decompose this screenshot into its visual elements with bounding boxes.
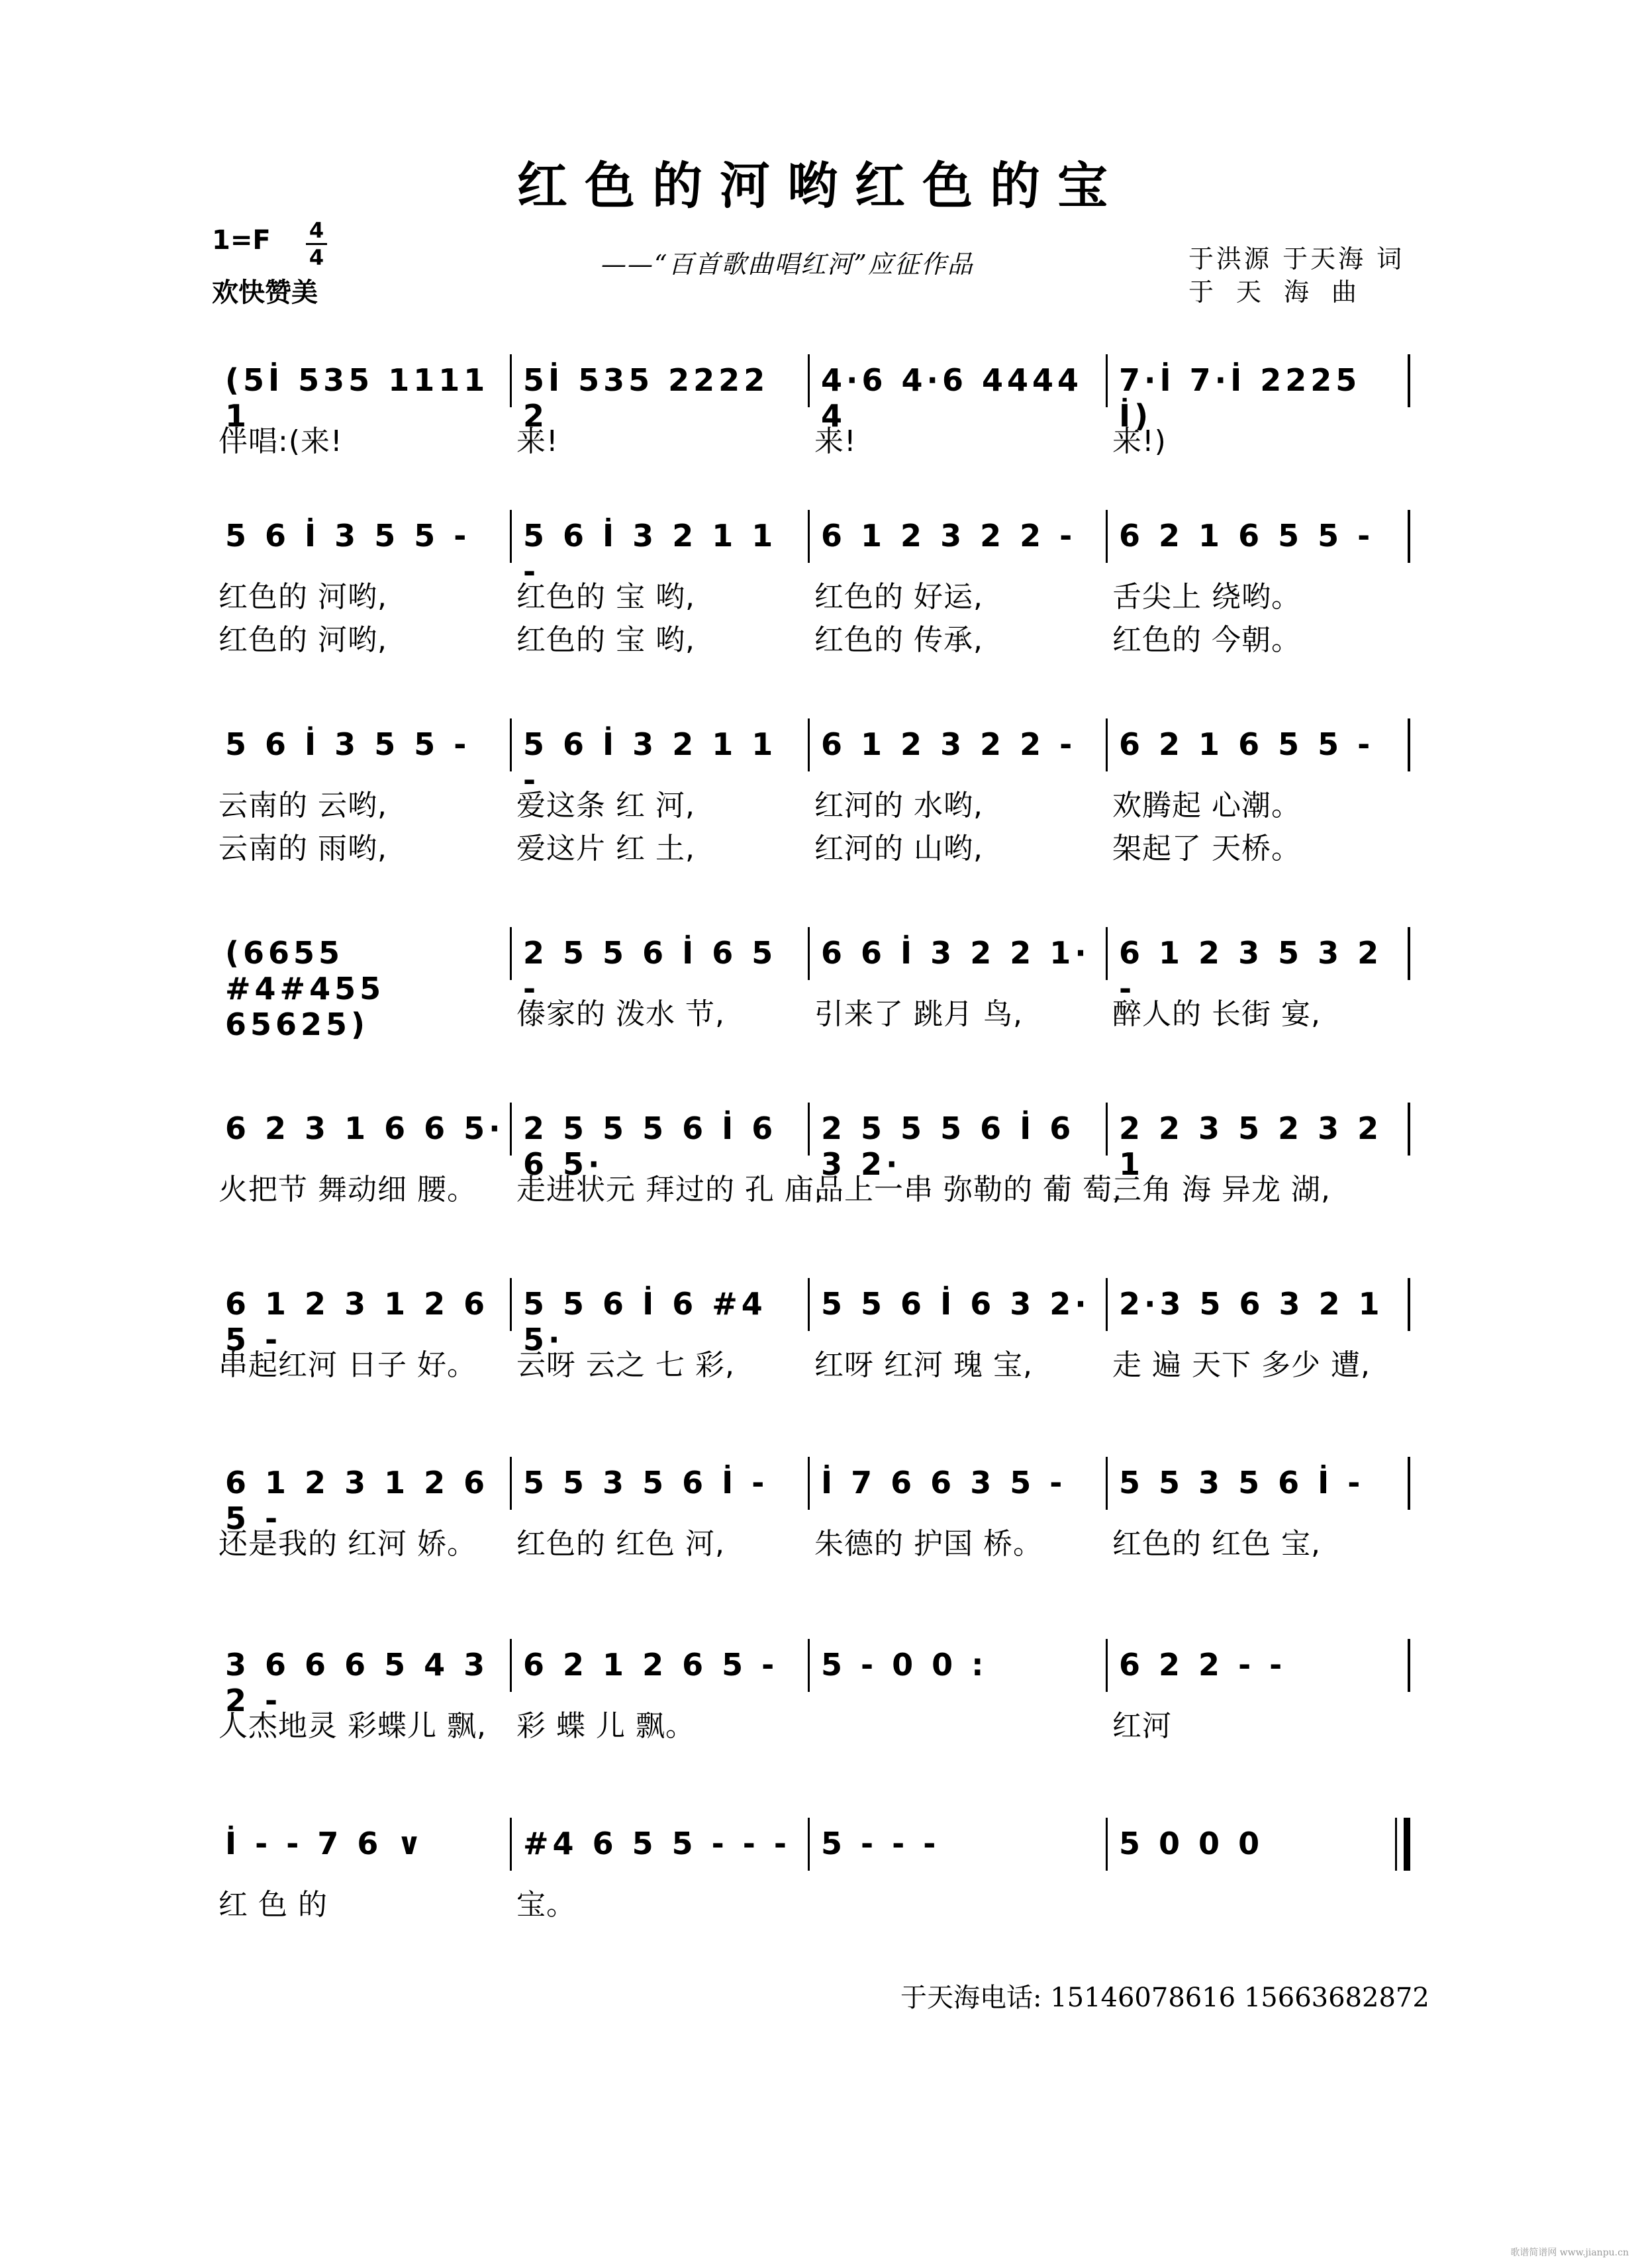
lyric-line: 三角 海 异龙 湖, <box>1112 1173 1331 1207</box>
barline <box>1106 927 1108 980</box>
measure-notes: 2 2 3 5 2 3 2 1 <box>1119 1110 1383 1182</box>
measure-notes: 6 1 2 3 1 2 6 5 - <box>225 1465 489 1536</box>
measure-notes: 2·3 5 6 3 2 1 <box>1119 1286 1384 1322</box>
lyric-line: 云呀 云之 七 彩, <box>516 1348 735 1382</box>
measure-notes: 6 2 1 6 5 5 - <box>1119 518 1375 554</box>
measure <box>523 354 808 434</box>
lyric-line: 醉人的 长街 宴, <box>1112 997 1321 1031</box>
lyric-line: 红色的 河哟, <box>218 623 387 657</box>
lyric-line: 来!) <box>1112 424 1167 458</box>
lyric-line: 红色的 好运, <box>814 580 983 614</box>
measure <box>225 1457 510 1536</box>
barline <box>808 1103 810 1156</box>
measure <box>225 927 510 1042</box>
measure <box>1119 1818 1404 1871</box>
lyric-line: 引来了 跳月 鸟, <box>814 997 1023 1031</box>
barline <box>1106 1639 1108 1692</box>
lyric-line: 伴唱:(来! <box>218 424 343 458</box>
measure-notes: 5 - 0 0 : <box>821 1647 988 1683</box>
measure-notes: 4·6 4·6 4444 4 <box>821 362 1083 434</box>
lyric-line: 爱这片 红 土, <box>516 832 695 865</box>
barline <box>1106 1818 1108 1871</box>
measure-notes: (5İ 535 1111 1 <box>225 362 489 434</box>
lyric-line: 舌尖上 绕哟。 <box>1112 580 1301 614</box>
measure <box>523 1818 808 1871</box>
barline <box>1106 510 1108 563</box>
barline <box>808 718 810 771</box>
barline <box>510 510 512 563</box>
barline <box>510 718 512 771</box>
tempo-mood: 欢快赞美 <box>212 277 318 308</box>
lyric-line: 红色的 河哟, <box>218 580 387 614</box>
lyric-line: 红色的 红色 河, <box>516 1527 725 1561</box>
lyric-line: 串起红河 日子 好。 <box>218 1348 477 1382</box>
lyric-line: 红色的 红色 宝, <box>1112 1527 1321 1561</box>
measure <box>523 1457 808 1510</box>
lyric-line: 来! <box>814 424 857 458</box>
barline <box>808 1818 810 1871</box>
measure <box>1119 1457 1404 1510</box>
time-signature <box>303 219 330 270</box>
measure-notes: 5İ 535 2222 2 <box>523 362 769 434</box>
measure-notes: 5 6 İ 3 5 5 - <box>225 518 471 554</box>
barline <box>808 1457 810 1510</box>
measure-notes: 6 1 2 3 2 2 - <box>821 518 1077 554</box>
system-end-barline <box>1408 927 1410 980</box>
measure <box>523 510 808 589</box>
measure-notes: 5 - - - <box>821 1826 940 1861</box>
measure <box>821 927 1106 980</box>
barline <box>510 1457 512 1510</box>
measure <box>225 718 510 771</box>
lyric-line: 红色的 宝 哟, <box>516 580 695 614</box>
measure <box>1119 927 1404 1007</box>
measure <box>821 510 1106 563</box>
measure-notes: 5 6 İ 3 5 5 - <box>225 726 471 762</box>
system-end-barline <box>1408 510 1410 563</box>
measure <box>821 718 1106 771</box>
measure <box>1119 718 1404 771</box>
lyric-line: 红河 <box>1112 1709 1172 1743</box>
time-signature-top: 4 <box>309 218 324 243</box>
measure-notes: #4 6 5 5 - - - <box>523 1826 791 1861</box>
lyric-line: 品上一串 弥勒的 葡 萄, <box>814 1173 1122 1207</box>
measure-notes: 5 5 6 İ 6 3 2· <box>821 1286 1090 1322</box>
measure-notes: 6 1 2 3 1 2 6 5 - <box>225 1286 489 1357</box>
barline <box>808 1278 810 1331</box>
lyric-line: 火把节 舞动细 腰。 <box>218 1173 477 1207</box>
barline <box>808 354 810 407</box>
measure-notes: 2 5 5 5 6 İ 6 6 5· <box>523 1110 777 1182</box>
lyric-line: 朱德的 护国 桥。 <box>814 1527 1043 1561</box>
measure <box>1119 510 1404 563</box>
system-end-barline <box>1408 1278 1410 1331</box>
measure-notes: İ - - 7 6 ∨ <box>225 1826 426 1861</box>
lyric-line: 走 遍 天下 多少 遭, <box>1112 1348 1371 1382</box>
measure-notes: 5 5 3 5 6 İ - <box>523 1465 769 1501</box>
measure <box>523 1278 808 1357</box>
song-title: 红色的河哟红色的宝 <box>517 156 1125 215</box>
measure-notes: 3 6 6 6 5 4 3 2 - <box>225 1647 489 1718</box>
lyric-line: 红色的 宝 哟, <box>516 623 695 657</box>
measure <box>821 354 1106 434</box>
lyric-line: 欢腾起 心潮。 <box>1112 789 1301 822</box>
contact-info: 于天海电话: 15146078616 15663682872 <box>900 1983 1429 2013</box>
barline <box>808 510 810 563</box>
composer-credit: 于天海曲 <box>1188 277 1380 307</box>
barline <box>1106 718 1108 771</box>
measure <box>225 1278 510 1357</box>
barline <box>510 1639 512 1692</box>
barline <box>1106 1103 1108 1156</box>
measure <box>523 1103 808 1182</box>
measure <box>821 1457 1106 1510</box>
measure <box>225 1818 510 1871</box>
measure <box>225 354 510 434</box>
measure-notes: İ 7 6 6 3 5 - <box>821 1465 1067 1501</box>
system-end-barline <box>1408 1639 1410 1692</box>
barline <box>510 1278 512 1331</box>
measure <box>1119 1278 1404 1331</box>
lyric-line: 红 色 的 <box>218 1888 328 1922</box>
measure <box>523 927 808 1007</box>
barline <box>510 1818 512 1871</box>
measure-notes: 6 2 3 1 6 6 5· <box>225 1110 505 1146</box>
time-signature-bottom: 4 <box>309 245 324 270</box>
measure-notes: (6655 #4#455 65625) <box>225 935 385 1042</box>
measure-notes: 6 2 1 2 6 5 - <box>523 1647 779 1683</box>
lyric-line: 云南的 雨哟, <box>218 832 387 865</box>
lyric-line: 爱这条 红 河, <box>516 789 695 822</box>
barline <box>1106 1278 1108 1331</box>
lyric-line: 人杰地灵 彩蝶儿 飘, <box>218 1709 487 1743</box>
measure-notes: 6 1 2 3 2 2 - <box>821 726 1077 762</box>
measure-notes: 5 6 İ 3 2 1 1 - <box>523 518 777 589</box>
measure-notes: 6 2 1 6 5 5 - <box>1119 726 1375 762</box>
watermark: 歌谱简谱网 www.jianpu.cn <box>1510 2247 1629 2258</box>
system-end-barline <box>1408 354 1410 407</box>
measure <box>523 718 808 798</box>
lyric-line: 走进状元 拜过的 孔 庙, <box>516 1173 824 1207</box>
measure <box>225 1639 510 1718</box>
system-end-barline <box>1408 1103 1410 1156</box>
barline <box>808 927 810 980</box>
measure <box>225 510 510 563</box>
lyric-line: 红河的 山哟, <box>814 832 983 865</box>
barline <box>1106 354 1108 407</box>
measure <box>1119 1639 1404 1692</box>
lyric-line: 架起了 天桥。 <box>1112 832 1301 865</box>
measure-notes: 5 5 3 5 6 İ - <box>1119 1465 1365 1501</box>
subtitle: ——“百首歌曲唱红河”应征作品 <box>601 250 974 279</box>
barline <box>1106 1457 1108 1510</box>
lyric-line: 红色的 今朝。 <box>1112 623 1301 657</box>
lyric-line: 宝。 <box>516 1888 576 1922</box>
measure-notes: 6 6 İ 3 2 2 1· <box>821 935 1090 971</box>
system-end-barline <box>1408 718 1410 771</box>
measure-notes: 5 5 6 İ 6 #4 5· <box>523 1286 767 1357</box>
measure <box>1119 354 1404 434</box>
lyricist-credit: 于洪源 于天海 词 <box>1188 244 1405 273</box>
lyric-line: 还是我的 红河 娇。 <box>218 1527 477 1561</box>
lyric-line: 来! <box>516 424 559 458</box>
measure <box>821 1103 1106 1182</box>
barline <box>808 1639 810 1692</box>
barline <box>510 354 512 407</box>
lyric-line: 红河的 水哟, <box>814 789 983 822</box>
lyric-line: 云南的 云哟, <box>218 789 387 822</box>
measure-notes: 2 5 5 6 İ 6 5 - <box>523 935 777 1007</box>
measure-notes: 6 2 2 - - <box>1119 1647 1286 1683</box>
lyric-line: 傣家的 泼水 节, <box>516 997 725 1031</box>
key-signature: 1=F <box>212 225 271 256</box>
lyric-line: 红呀 红河 瑰 宝, <box>814 1348 1033 1382</box>
system-end-barline <box>1408 1457 1410 1510</box>
measure <box>225 1103 510 1156</box>
lyric-line: 彩 蝶 儿 飘。 <box>516 1709 695 1743</box>
measure <box>821 1639 1106 1692</box>
measure <box>821 1818 1106 1871</box>
measure <box>821 1278 1106 1331</box>
measure <box>1119 1103 1404 1182</box>
measure-notes: 5 6 İ 3 2 1 1 - <box>523 726 777 798</box>
measure-notes: 7·İ 7·İ 2225 İ) <box>1119 362 1361 434</box>
measure-notes: 6 1 2 3 5 3 2 - <box>1119 935 1383 1007</box>
barline <box>510 927 512 980</box>
barline <box>510 1103 512 1156</box>
lyric-line: 红色的 传承, <box>814 623 983 657</box>
measure-notes: 5 0 0 0 <box>1119 1826 1264 1861</box>
measure-notes: 2 5 5 5 6 İ 6 3 2· <box>821 1110 1075 1182</box>
measure <box>523 1639 808 1692</box>
